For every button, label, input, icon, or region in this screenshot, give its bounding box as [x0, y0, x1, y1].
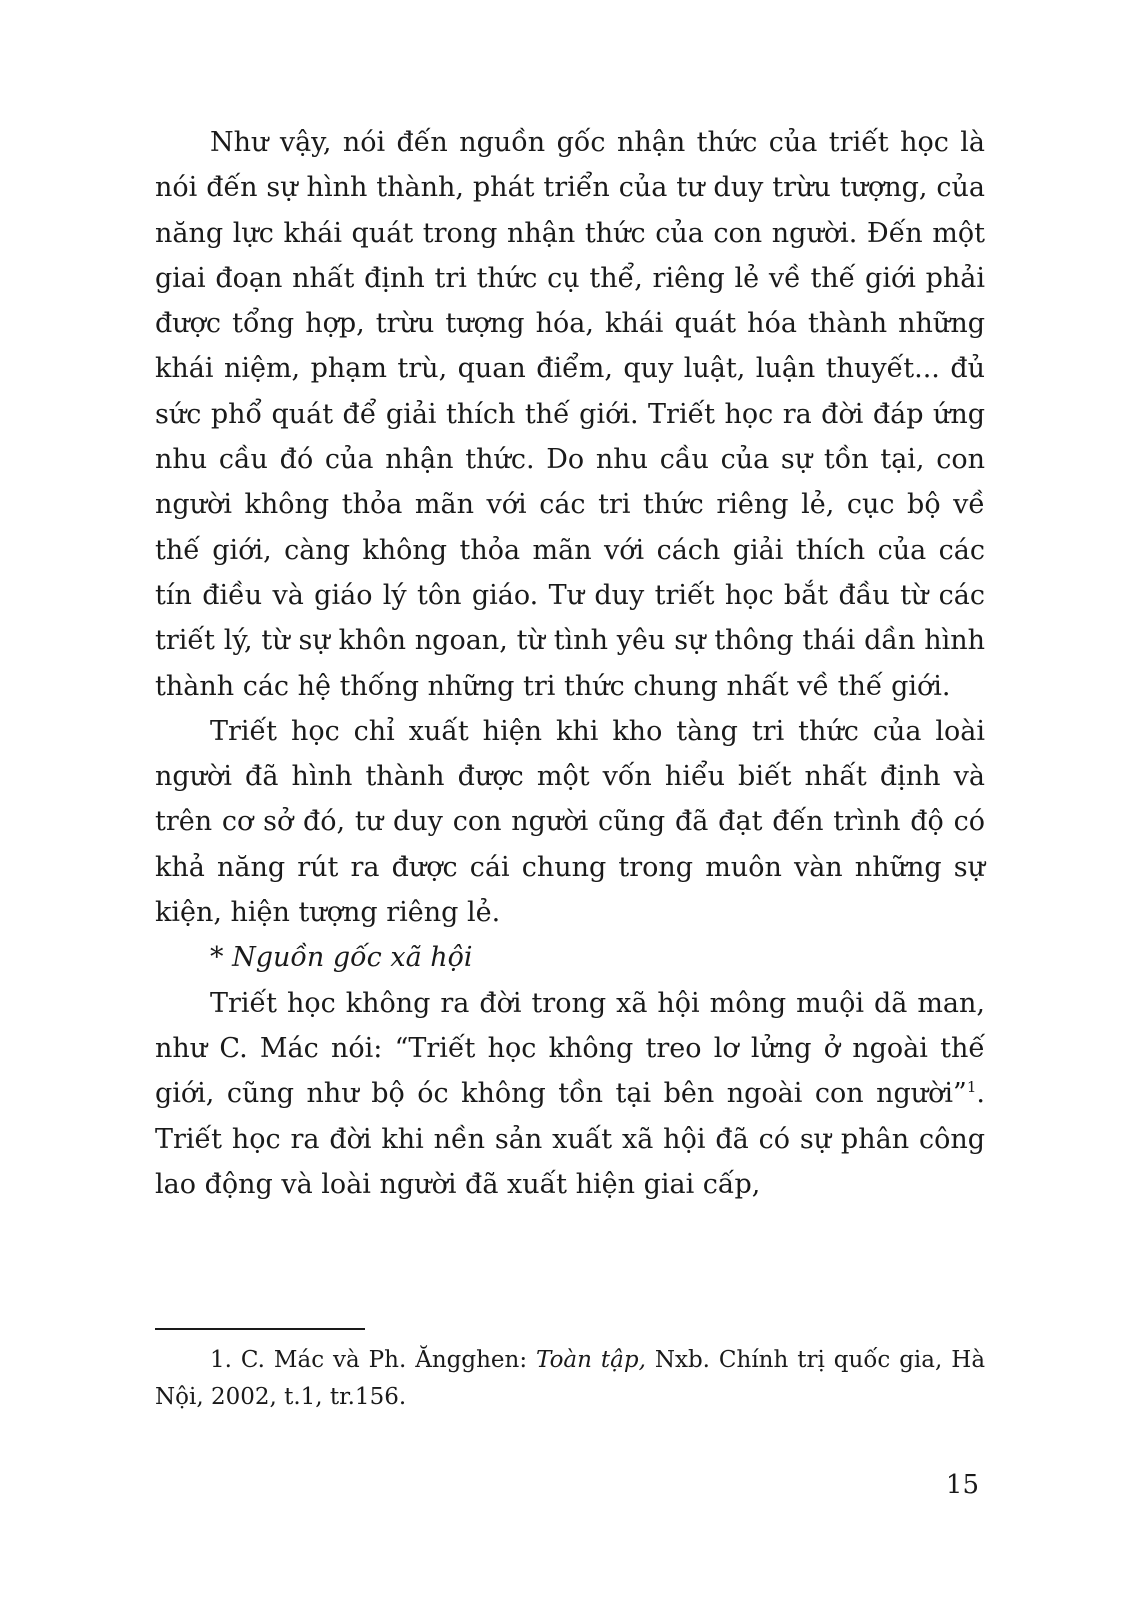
paragraph-knowledge-accumulation: Triết học chỉ xuất hiện khi kho tàng tri thức của loài người đã hình thành được một vốn hiểu biết nhất định và trên cơ sở đó, tư duy con người cũng đã đạt đến trình độ có khả năng rút ra được cái chung trong muôn vàn những sự kiện, hiện tượng riêng lẻ. [155, 715, 985, 929]
page-number: 15 [945, 1470, 979, 1500]
footnote-number: 1. [210, 1347, 232, 1373]
paragraph-social-origin [155, 981, 985, 1207]
paragraph-epistemic-origin: Như vậy, nói đến nguồn gốc nhận thức của triết học là nói đến sự hình thành, phát triển của tư duy trừu tượng, của năng lực khái quát trong nhận thức của con người. Đến một giai đoạn nhất định tri thức cụ thể, riêng lẻ về thế giới phải được tổng hợp, trừu tượng hóa, khái quát hóa thành những khái niệm, phạm trù, quan điểm, quy luật, luận thuyết... đủ sức phổ quát để giải thích thế giới. Triết học ra đời đáp ứng nhu cầu đó của nhận thức. Do nhu cầu của sự tồn tại, con người không thỏa mãn với các tri thức riêng lẻ, cục bộ về thế giới, càng không thỏa mãn với cách giải thích của các tín điều và giáo lý tôn giáo. Tư duy triết học bắt đầu từ các triết lý, từ sự khôn ngoan, từ tình yêu sự thông thái dần hình thành các hệ thống những tri thức chung nhất về thế giới. [155, 127, 985, 702]
footnote-publication: Nxb. Chính trị quốc gia, Hà Nội, 2002, t.1, tr.156. [155, 1347, 986, 1410]
main-text [155, 120, 985, 1207]
footnote [155, 1342, 985, 1416]
paragraph-text-part-2: . Triết học ra đời khi nền sản xuất xã hội đã có sự phân công lao động và loài người đã xuất hiện giai cấp, [155, 1078, 985, 1200]
footnote-reference[interactable]: 1 [966, 1078, 977, 1097]
footnote-divider [155, 1328, 365, 1330]
section-heading-social-origin: * Nguồn gốc xã hội [210, 942, 473, 974]
footnote-authors: C. Mác và Ph. Ăngghen: [240, 1347, 528, 1373]
paragraph-text-part-1: Triết học không ra đời trong xã hội mông muội dã man, như C. Mác nói: “Triết học không treo lơ lửng ở ngoài thế giới, cũng như bộ óc không tồn tại bên ngoài con người” [155, 987, 985, 1110]
footnote-title: Toàn tập, [536, 1347, 646, 1373]
